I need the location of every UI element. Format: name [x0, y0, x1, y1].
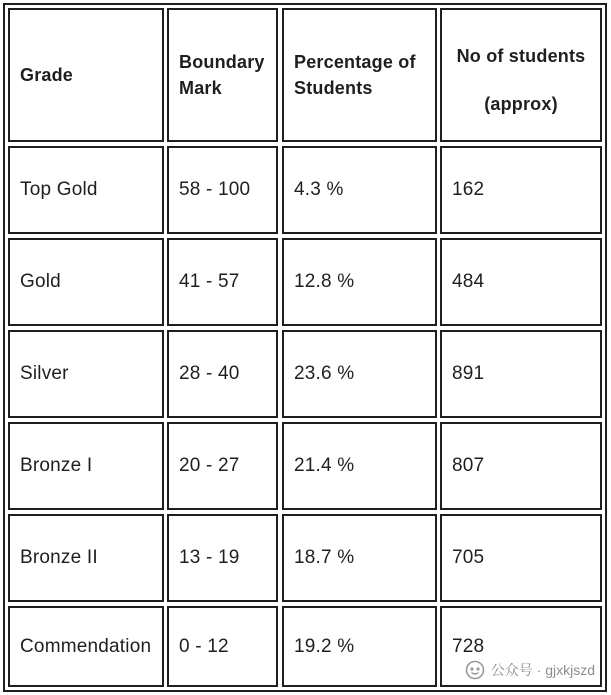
header-boundary-line2: Mark	[179, 78, 222, 98]
wechat-official-account-icon	[465, 660, 485, 680]
grade-value: Silver	[20, 363, 69, 384]
table-row-cell-grade	[8, 330, 164, 418]
grade-value: Bronze I	[20, 455, 93, 476]
table-row-cell-boundary	[167, 330, 278, 418]
boundary-value: 0 - 12	[179, 635, 229, 657]
boundary-value: 28 - 40	[179, 363, 240, 384]
table-row-cell-boundary	[167, 238, 278, 326]
table-row-cell-students	[440, 330, 602, 418]
percentage-value: 21.4 %	[294, 455, 355, 476]
table-row-cell-percentage	[282, 514, 437, 602]
table-row-cell-students	[440, 514, 602, 602]
header-students-line1: No of students	[456, 46, 586, 66]
header-percentage	[282, 8, 437, 142]
watermark	[463, 659, 597, 681]
header-boundary-line1: Boundary	[179, 52, 265, 72]
table-row-cell-boundary	[167, 514, 278, 602]
percentage-value: 19.2 %	[294, 635, 355, 657]
table-row-cell-grade	[8, 514, 164, 602]
table-row-cell-students	[440, 422, 602, 510]
grade-boundary-table	[3, 3, 607, 692]
table-row-cell-boundary	[167, 606, 278, 687]
boundary-value: 41 - 57	[179, 271, 240, 292]
table-row-cell-percentage	[282, 422, 437, 510]
table-row-cell-students	[440, 146, 602, 234]
percentage-value: 4.3 %	[294, 179, 344, 200]
grade-value: Commendation	[20, 635, 152, 657]
students-value: 728	[452, 635, 485, 657]
header-grade	[8, 8, 164, 142]
header-percentage-line1: Percentage of	[294, 52, 416, 72]
grade-value: Top Gold	[20, 179, 98, 200]
grade-value: Bronze II	[20, 547, 98, 568]
table-row-cell-percentage	[282, 238, 437, 326]
table-row-cell-students	[440, 238, 602, 326]
table-row-cell-percentage	[282, 330, 437, 418]
table-row-cell-grade	[8, 422, 164, 510]
table-row-cell-grade	[8, 606, 164, 687]
table-row-cell-grade	[8, 238, 164, 326]
header-grade-label: Grade	[20, 65, 74, 85]
table-row-cell-percentage	[282, 606, 437, 687]
header-students-line2: (approx)	[484, 94, 558, 114]
percentage-value: 12.8 %	[294, 271, 355, 292]
grade-value: Gold	[20, 271, 61, 292]
watermark-text: 公众号 · gjxkjszd	[490, 662, 595, 678]
percentage-value: 23.6 %	[294, 363, 355, 384]
percentage-value: 18.7 %	[294, 547, 355, 568]
header-boundary-mark	[167, 8, 278, 142]
table-row-cell-percentage	[282, 146, 437, 234]
students-value: 807	[452, 455, 485, 476]
students-value: 705	[452, 547, 485, 568]
boundary-value: 20 - 27	[179, 455, 240, 476]
header-percentage-line2: Students	[294, 78, 373, 98]
boundary-value: 58 - 100	[179, 179, 251, 200]
students-value: 891	[452, 363, 485, 384]
students-value: 162	[452, 179, 485, 200]
header-number-of-students	[440, 8, 602, 142]
boundary-value: 13 - 19	[179, 547, 240, 568]
table-row-cell-boundary	[167, 146, 278, 234]
table-row-cell-grade	[8, 146, 164, 234]
students-value: 484	[452, 271, 485, 292]
table-row-cell-boundary	[167, 422, 278, 510]
